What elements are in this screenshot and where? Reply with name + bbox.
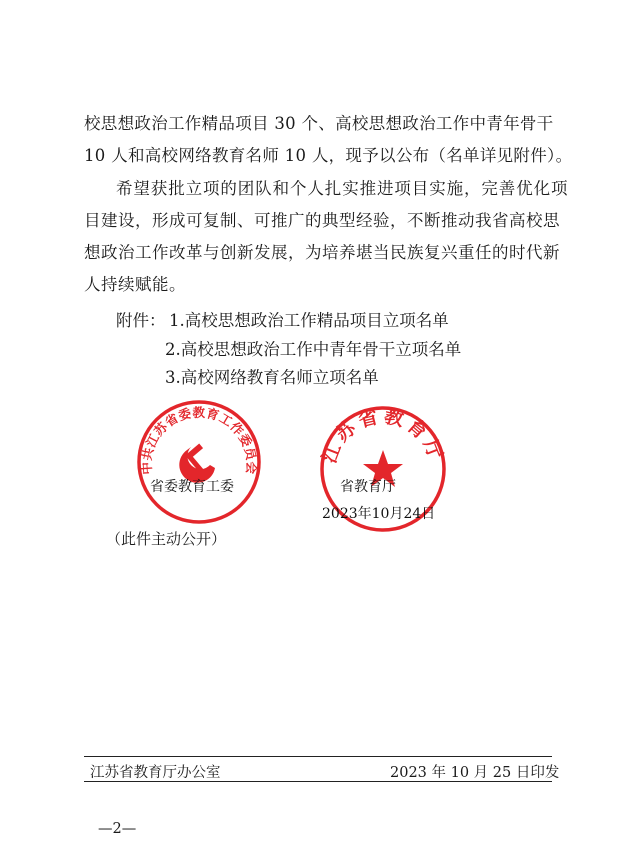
issue-date: 2023年10月24日 (322, 506, 436, 522)
body-paragraph-1-line-1: 校思想政治工作精品项目 30 个、高校思想政治工作中青年骨干 (84, 114, 554, 133)
seal1-arc-text: 中共江苏省委教育工作委员会 (138, 404, 260, 475)
body-paragraph-1-line-2: 10 人和高校网络教育名师 10 人，现予以公布（名单详见附件）。 (84, 146, 573, 165)
disclosure-note: （此件主动公开） (106, 530, 227, 548)
page-number: —2— (98, 821, 137, 837)
attachment-item-2: 2.高校思想政治工作中青年骨干立项名单 (165, 340, 462, 359)
issuer-1: 省委教育工委 (150, 479, 234, 495)
seal2-arc-text: 江苏省教育厅 (318, 405, 448, 467)
body-paragraph-2-line-2: 目建设，形成可复制、可推广的典型经验，不断推动我省高校思 (84, 211, 560, 230)
attachment-item-3: 3.高校网络教育名师立项名单 (165, 368, 379, 387)
footer-office: 江苏省教育厅办公室 (90, 765, 221, 781)
body-paragraph-2-line-1: 希望获批立项的团队和个人扎实推进项目实施，完善优化项 (116, 179, 569, 198)
attachment-item-1: 1.高校思想政治工作精品项目立项名单 (169, 311, 449, 330)
footer-print-date: 2023 年 10 月 25 日印发 (390, 765, 560, 781)
body-paragraph-2-line-4: 人持续赋能。 (84, 275, 186, 294)
footer-bottom-rule (84, 781, 552, 782)
body-paragraph-2-line-3: 想政治工作改革与创新发展，为培养堪当民族复兴重任的时代新 (84, 243, 560, 262)
issuer-2: 省教育厅 (340, 479, 396, 495)
footer-top-rule (84, 756, 552, 757)
attachments-label: 附件： (116, 311, 166, 330)
party-committee-seal (135, 398, 263, 526)
